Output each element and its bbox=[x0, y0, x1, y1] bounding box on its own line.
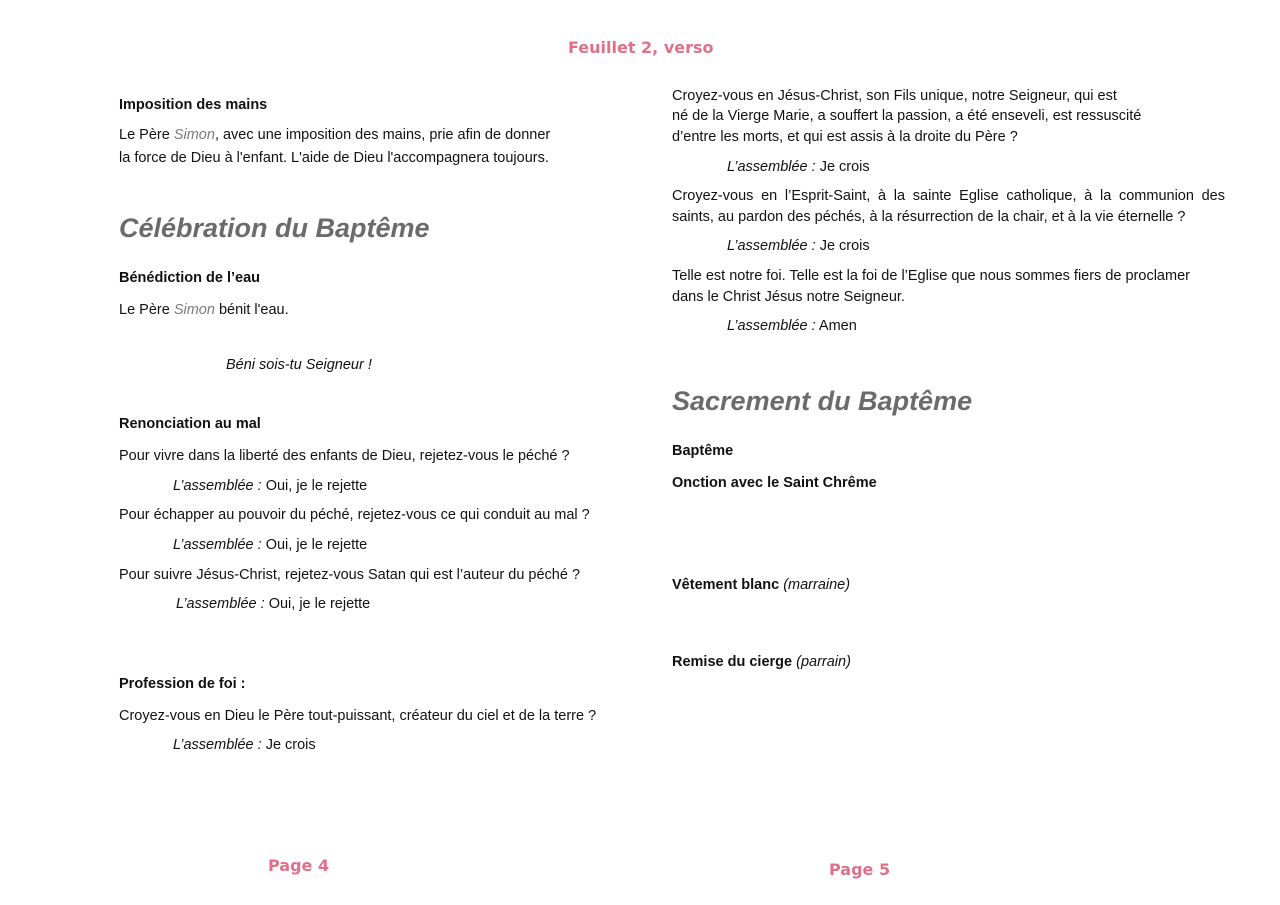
imposition-line-1: Le Père Simon, avec une imposition des mains, prie afin de donner bbox=[119, 127, 551, 143]
assembly-response-7: L’assemblée : Amen bbox=[727, 318, 857, 334]
profession-title: Profession de foi : bbox=[119, 676, 246, 692]
question-2: Pour échapper au pouvoir du péché, rejetez-vous ce qui conduit au mal ? bbox=[119, 507, 590, 523]
creed-line-6: Telle est notre foi. Telle est la foi de l’Eglise que nous sommes fiers de proclamer bbox=[672, 268, 1190, 284]
priest-name: Simon bbox=[173, 302, 215, 318]
assembly-response-6: L’assemblée : Je crois bbox=[727, 238, 870, 254]
creed-line-5: saints, au pardon des péchés, à la résurrection de la chair, et à la vie éternelle ? bbox=[672, 209, 1186, 225]
remise-title: Remise du cierge (parrain) bbox=[672, 654, 851, 670]
question-3: Pour suivre Jésus-Christ, rejetez-vous Satan qui est l’auteur du péché ? bbox=[119, 567, 581, 583]
assembly-response-5: L’assemblée : Je crois bbox=[727, 159, 870, 175]
sheet-header: Feuillet 2, verso bbox=[568, 38, 714, 57]
bapteme-title: Baptême bbox=[672, 443, 734, 459]
creed-line-3: d’entre les morts, et qui est assis à la droite du Père ? bbox=[672, 129, 1018, 145]
vetement-title: Vêtement blanc (marraine) bbox=[672, 577, 851, 593]
benediction-title: Bénédiction de l’eau bbox=[119, 270, 260, 286]
creed-line-2: né de la Vierge Marie, a souffert la passion, a été enseveli, est ressuscité bbox=[672, 108, 1142, 124]
celebration-heading: Célébration du Baptême bbox=[119, 213, 430, 243]
onction-title: Onction avec le Saint Chrême bbox=[672, 475, 877, 491]
creed-line-4: Croyez-vous en l’Esprit-Saint, à la sainte Eglise catholique, à la communion des bbox=[672, 188, 1225, 204]
page-number-right: Page 5 bbox=[829, 860, 891, 879]
imposition-title: Imposition des mains bbox=[119, 97, 268, 113]
assembly-response-4: L’assemblée : Je crois bbox=[173, 737, 316, 753]
imposition-line-2: la force de Dieu à l'enfant. L'aide de Dieu l'accompagnera toujours. bbox=[119, 150, 549, 166]
page-number-left: Page 4 bbox=[268, 856, 330, 875]
renonciation-title: Renonciation au mal bbox=[119, 416, 261, 432]
benediction-text: Le Père Simon bénit l'eau. bbox=[119, 302, 289, 318]
question-1: Pour vivre dans la liberté des enfants de Dieu, rejetez-vous le péché ? bbox=[119, 448, 570, 464]
assembly-response-3: L’assemblée : Oui, je le rejette bbox=[176, 596, 371, 612]
priest-name: Simon bbox=[173, 127, 215, 143]
creed-line-1: Croyez-vous en Jésus-Christ, son Fils unique, notre Seigneur, qui est bbox=[672, 88, 1117, 104]
beni-acclamation: Béni sois-tu Seigneur ! bbox=[226, 357, 372, 373]
assembly-response-1: L’assemblée : Oui, je le rejette bbox=[173, 478, 368, 494]
question-4: Croyez-vous en Dieu le Père tout-puissant, créateur du ciel et de la terre ? bbox=[119, 708, 597, 724]
creed-line-7: dans le Christ Jésus notre Seigneur. bbox=[672, 289, 905, 305]
assembly-response-2: L’assemblée : Oui, je le rejette bbox=[173, 537, 368, 553]
sacrement-heading: Sacrement du Baptême bbox=[672, 386, 973, 416]
